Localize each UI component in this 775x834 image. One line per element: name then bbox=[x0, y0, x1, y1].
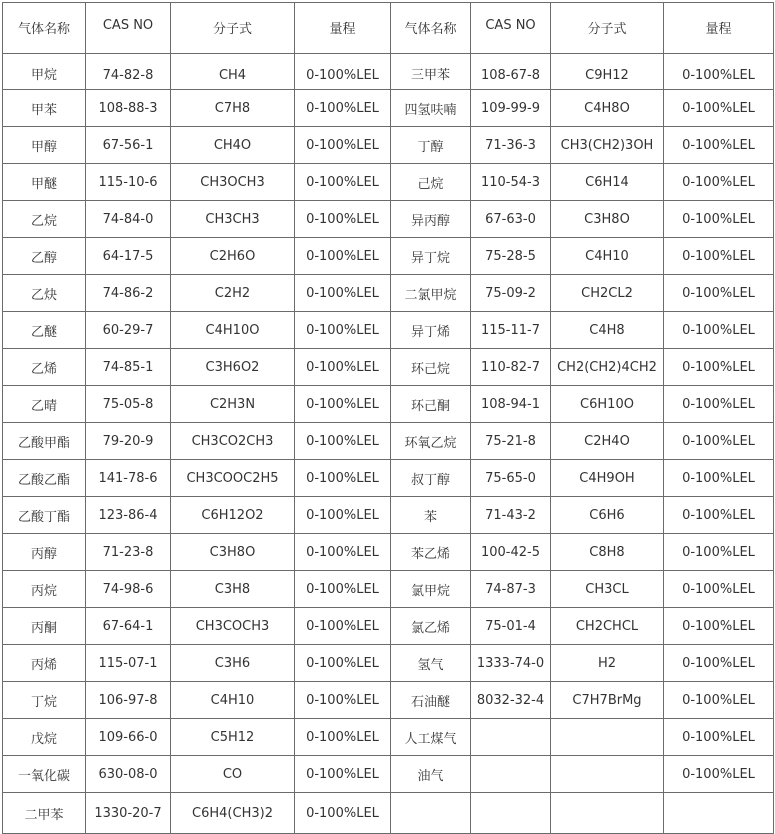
cas-no-cell: 79-20-9 bbox=[86, 423, 171, 460]
cas-no-cell-2 bbox=[471, 756, 551, 793]
formula-cell: C3H6O2 bbox=[171, 349, 295, 386]
formula-cell-2: C6H6 bbox=[551, 497, 664, 534]
formula-cell: CH3COCH3 bbox=[171, 608, 295, 645]
cas-no-cell-2: 71-36-3 bbox=[471, 127, 551, 164]
range-cell: 0-100%LEL bbox=[295, 793, 391, 834]
range-cell-2: 0-100%LEL bbox=[664, 275, 774, 312]
gas-name-cell: 乙晴 bbox=[3, 386, 86, 423]
gas-name-cell: 一氧化碳 bbox=[3, 756, 86, 793]
cas-no-cell: 74-84-0 bbox=[86, 201, 171, 238]
gas-name-cell: 甲苯 bbox=[3, 90, 86, 127]
table-row bbox=[3, 756, 774, 793]
formula-cell-2 bbox=[551, 719, 664, 756]
gas-name-cell: 戊烷 bbox=[3, 719, 86, 756]
range-cell: 0-100%LEL bbox=[295, 312, 391, 349]
gas-name-cell: 二甲苯 bbox=[3, 793, 86, 834]
gas-name-cell: 乙酸乙酯 bbox=[3, 460, 86, 497]
formula-cell: C2H3N bbox=[171, 386, 295, 423]
cas-no-cell: 630-08-0 bbox=[86, 756, 171, 793]
gas-name-cell: 甲醇 bbox=[3, 127, 86, 164]
formula-cell-2: C6H14 bbox=[551, 164, 664, 201]
gas-name-cell-2: 环己酮 bbox=[391, 386, 471, 423]
formula-cell: CH4O bbox=[171, 127, 295, 164]
formula-cell-2: CH2CL2 bbox=[551, 275, 664, 312]
range-cell-2: 0-100%LEL bbox=[664, 312, 774, 349]
cas-no-cell: 74-82-8 bbox=[86, 54, 171, 90]
formula-cell-2 bbox=[551, 756, 664, 793]
table-header-row bbox=[3, 3, 774, 54]
gas-name-cell-2: 异丙醇 bbox=[391, 201, 471, 238]
range-cell-2: 0-100%LEL bbox=[664, 90, 774, 127]
cas-no-cell: 75-05-8 bbox=[86, 386, 171, 423]
gas-name-cell: 丁烷 bbox=[3, 682, 86, 719]
range-cell: 0-100%LEL bbox=[295, 349, 391, 386]
table-row bbox=[3, 534, 774, 571]
range-cell: 0-100%LEL bbox=[295, 608, 391, 645]
table-row bbox=[3, 349, 774, 386]
cas-no-cell-2: 75-01-4 bbox=[471, 608, 551, 645]
cas-no-cell-2: 110-82-7 bbox=[471, 349, 551, 386]
table-row bbox=[3, 164, 774, 201]
formula-cell-2: C7H7BrMg bbox=[551, 682, 664, 719]
range-cell: 0-100%LEL bbox=[295, 460, 391, 497]
header-gas-name-2: 气体名称 bbox=[391, 3, 471, 54]
range-cell: 0-100%LEL bbox=[295, 127, 391, 164]
formula-cell: CH3COOC2H5 bbox=[171, 460, 295, 497]
cas-no-cell: 106-97-8 bbox=[86, 682, 171, 719]
gas-range-table bbox=[2, 2, 774, 834]
table-row bbox=[3, 90, 774, 127]
cas-no-cell-2: 67-63-0 bbox=[471, 201, 551, 238]
range-cell: 0-100%LEL bbox=[295, 275, 391, 312]
cas-no-cell-2: 75-21-8 bbox=[471, 423, 551, 460]
gas-name-cell-2: 环氧乙烷 bbox=[391, 423, 471, 460]
gas-name-cell-2: 苯 bbox=[391, 497, 471, 534]
table-row bbox=[3, 127, 774, 164]
cas-no-cell-2: 8032-32-4 bbox=[471, 682, 551, 719]
table-row bbox=[3, 608, 774, 645]
header-cas-no-2: CAS NO bbox=[471, 3, 551, 54]
range-cell-2 bbox=[664, 793, 774, 834]
formula-cell-2: CH3CL bbox=[551, 571, 664, 608]
cas-no-cell: 108-88-3 bbox=[86, 90, 171, 127]
formula-cell-2: CH3(CH2)3OH bbox=[551, 127, 664, 164]
gas-name-cell: 乙醇 bbox=[3, 238, 86, 275]
cas-no-cell-2: 108-94-1 bbox=[471, 386, 551, 423]
cas-no-cell: 115-10-6 bbox=[86, 164, 171, 201]
cas-no-cell: 1330-20-7 bbox=[86, 793, 171, 834]
formula-cell: C2H6O bbox=[171, 238, 295, 275]
formula-cell-2: C9H12 bbox=[551, 54, 664, 90]
cas-no-cell-2: 109-99-9 bbox=[471, 90, 551, 127]
gas-name-cell-2: 四氢呋喃 bbox=[391, 90, 471, 127]
cas-no-cell-2: 75-09-2 bbox=[471, 275, 551, 312]
range-cell-2: 0-100%LEL bbox=[664, 534, 774, 571]
cas-no-cell-2 bbox=[471, 719, 551, 756]
gas-name-cell-2: 油气 bbox=[391, 756, 471, 793]
cas-no-cell-2 bbox=[471, 793, 551, 834]
header-range-2: 量程 bbox=[664, 3, 774, 54]
table-body bbox=[3, 3, 774, 834]
gas-name-cell-2: 己烷 bbox=[391, 164, 471, 201]
gas-name-cell: 乙酸丁酯 bbox=[3, 497, 86, 534]
formula-cell: C4H10O bbox=[171, 312, 295, 349]
range-cell-2: 0-100%LEL bbox=[664, 682, 774, 719]
gas-name-cell-2: 苯乙烯 bbox=[391, 534, 471, 571]
gas-name-cell: 乙炔 bbox=[3, 275, 86, 312]
formula-cell: C6H12O2 bbox=[171, 497, 295, 534]
cas-no-cell-2: 1333-74-0 bbox=[471, 645, 551, 682]
formula-cell: CH4 bbox=[171, 54, 295, 90]
range-cell-2: 0-100%LEL bbox=[664, 238, 774, 275]
header-formula: 分子式 bbox=[171, 3, 295, 54]
range-cell-2: 0-100%LEL bbox=[664, 756, 774, 793]
gas-name-cell-2: 丁醇 bbox=[391, 127, 471, 164]
range-cell: 0-100%LEL bbox=[295, 238, 391, 275]
formula-cell: CH3OCH3 bbox=[171, 164, 295, 201]
cas-no-cell-2: 74-87-3 bbox=[471, 571, 551, 608]
cas-no-cell-2: 100-42-5 bbox=[471, 534, 551, 571]
gas-name-cell: 乙酸甲酯 bbox=[3, 423, 86, 460]
table-row bbox=[3, 275, 774, 312]
table-row bbox=[3, 201, 774, 238]
range-cell: 0-100%LEL bbox=[295, 201, 391, 238]
table-row bbox=[3, 386, 774, 423]
formula-cell: CH3CO2CH3 bbox=[171, 423, 295, 460]
table-row bbox=[3, 238, 774, 275]
table-row bbox=[3, 460, 774, 497]
range-cell-2: 0-100%LEL bbox=[664, 164, 774, 201]
range-cell: 0-100%LEL bbox=[295, 90, 391, 127]
formula-cell-2: CH2(CH2)4CH2 bbox=[551, 349, 664, 386]
gas-name-cell-2: 叔丁醇 bbox=[391, 460, 471, 497]
range-cell: 0-100%LEL bbox=[295, 54, 391, 90]
cas-no-cell-2: 75-65-0 bbox=[471, 460, 551, 497]
range-cell-2: 0-100%LEL bbox=[664, 497, 774, 534]
header-formula-2: 分子式 bbox=[551, 3, 664, 54]
range-cell: 0-100%LEL bbox=[295, 534, 391, 571]
formula-cell-2: CH2CHCL bbox=[551, 608, 664, 645]
cas-no-cell: 115-07-1 bbox=[86, 645, 171, 682]
cas-no-cell-2: 115-11-7 bbox=[471, 312, 551, 349]
range-cell: 0-100%LEL bbox=[295, 645, 391, 682]
range-cell: 0-100%LEL bbox=[295, 164, 391, 201]
range-cell-2: 0-100%LEL bbox=[664, 127, 774, 164]
range-cell-2: 0-100%LEL bbox=[664, 349, 774, 386]
range-cell-2: 0-100%LEL bbox=[664, 608, 774, 645]
gas-name-cell: 甲醚 bbox=[3, 164, 86, 201]
gas-name-cell-2: 异丁烯 bbox=[391, 312, 471, 349]
gas-name-cell-2: 三甲苯 bbox=[391, 54, 471, 90]
gas-name-cell: 乙烷 bbox=[3, 201, 86, 238]
range-cell-2: 0-100%LEL bbox=[664, 645, 774, 682]
range-cell-2: 0-100%LEL bbox=[664, 423, 774, 460]
range-cell-2: 0-100%LEL bbox=[664, 571, 774, 608]
formula-cell: C4H10 bbox=[171, 682, 295, 719]
formula-cell-2: C4H10 bbox=[551, 238, 664, 275]
formula-cell-2: C4H8O bbox=[551, 90, 664, 127]
gas-name-cell-2: 人工煤气 bbox=[391, 719, 471, 756]
gas-name-cell: 乙醚 bbox=[3, 312, 86, 349]
range-cell-2: 0-100%LEL bbox=[664, 201, 774, 238]
gas-name-cell: 丙烷 bbox=[3, 571, 86, 608]
cas-no-cell: 71-23-8 bbox=[86, 534, 171, 571]
range-cell-2: 0-100%LEL bbox=[664, 719, 774, 756]
range-cell: 0-100%LEL bbox=[295, 682, 391, 719]
gas-name-cell: 丙烯 bbox=[3, 645, 86, 682]
gas-name-cell: 甲烷 bbox=[3, 54, 86, 90]
formula-cell: C2H2 bbox=[171, 275, 295, 312]
cas-no-cell-2: 71-43-2 bbox=[471, 497, 551, 534]
cas-no-cell-2: 108-67-8 bbox=[471, 54, 551, 90]
cas-no-cell-2: 75-28-5 bbox=[471, 238, 551, 275]
gas-name-cell-2 bbox=[391, 793, 471, 834]
formula-cell: C3H6 bbox=[171, 645, 295, 682]
formula-cell: C5H12 bbox=[171, 719, 295, 756]
formula-cell: CH3CH3 bbox=[171, 201, 295, 238]
gas-name-cell: 丙酮 bbox=[3, 608, 86, 645]
table-row bbox=[3, 54, 774, 90]
cas-no-cell: 109-66-0 bbox=[86, 719, 171, 756]
formula-cell-2: H2 bbox=[551, 645, 664, 682]
range-cell: 0-100%LEL bbox=[295, 719, 391, 756]
formula-cell: C6H4(CH3)2 bbox=[171, 793, 295, 834]
range-cell: 0-100%LEL bbox=[295, 571, 391, 608]
range-cell-2: 0-100%LEL bbox=[664, 54, 774, 90]
gas-name-cell-2: 氯甲烷 bbox=[391, 571, 471, 608]
cas-no-cell: 64-17-5 bbox=[86, 238, 171, 275]
cas-no-cell: 74-86-2 bbox=[86, 275, 171, 312]
range-cell: 0-100%LEL bbox=[295, 386, 391, 423]
formula-cell: C3H8O bbox=[171, 534, 295, 571]
header-gas-name: 气体名称 bbox=[3, 3, 86, 54]
formula-cell-2 bbox=[551, 793, 664, 834]
table-row bbox=[3, 682, 774, 719]
gas-name-cell-2: 氯乙烯 bbox=[391, 608, 471, 645]
range-cell-2: 0-100%LEL bbox=[664, 386, 774, 423]
range-cell: 0-100%LEL bbox=[295, 756, 391, 793]
cas-no-cell: 67-56-1 bbox=[86, 127, 171, 164]
table-row bbox=[3, 497, 774, 534]
formula-cell: C7H8 bbox=[171, 90, 295, 127]
cas-no-cell: 74-98-6 bbox=[86, 571, 171, 608]
formula-cell-2: C8H8 bbox=[551, 534, 664, 571]
gas-name-cell-2: 氢气 bbox=[391, 645, 471, 682]
formula-cell: CO bbox=[171, 756, 295, 793]
formula-cell-2: C4H8 bbox=[551, 312, 664, 349]
cas-no-cell: 74-85-1 bbox=[86, 349, 171, 386]
table-row bbox=[3, 793, 774, 834]
table-row bbox=[3, 571, 774, 608]
cas-no-cell: 123-86-4 bbox=[86, 497, 171, 534]
formula-cell: C3H8 bbox=[171, 571, 295, 608]
gas-name-cell-2: 异丁烷 bbox=[391, 238, 471, 275]
cas-no-cell: 60-29-7 bbox=[86, 312, 171, 349]
table-row bbox=[3, 312, 774, 349]
formula-cell-2: C4H9OH bbox=[551, 460, 664, 497]
range-cell: 0-100%LEL bbox=[295, 497, 391, 534]
gas-name-cell: 丙醇 bbox=[3, 534, 86, 571]
table-row bbox=[3, 423, 774, 460]
cas-no-cell: 67-64-1 bbox=[86, 608, 171, 645]
range-cell-2: 0-100%LEL bbox=[664, 460, 774, 497]
cas-no-cell: 141-78-6 bbox=[86, 460, 171, 497]
header-range: 量程 bbox=[295, 3, 391, 54]
table-row bbox=[3, 645, 774, 682]
formula-cell-2: C6H10O bbox=[551, 386, 664, 423]
range-cell: 0-100%LEL bbox=[295, 423, 391, 460]
header-cas-no: CAS NO bbox=[86, 3, 171, 54]
table-row bbox=[3, 719, 774, 756]
gas-name-cell: 乙烯 bbox=[3, 349, 86, 386]
gas-name-cell-2: 石油醚 bbox=[391, 682, 471, 719]
formula-cell-2: C2H4O bbox=[551, 423, 664, 460]
cas-no-cell-2: 110-54-3 bbox=[471, 164, 551, 201]
gas-name-cell-2: 环己烷 bbox=[391, 349, 471, 386]
formula-cell-2: C3H8O bbox=[551, 201, 664, 238]
gas-name-cell-2: 二氯甲烷 bbox=[391, 275, 471, 312]
